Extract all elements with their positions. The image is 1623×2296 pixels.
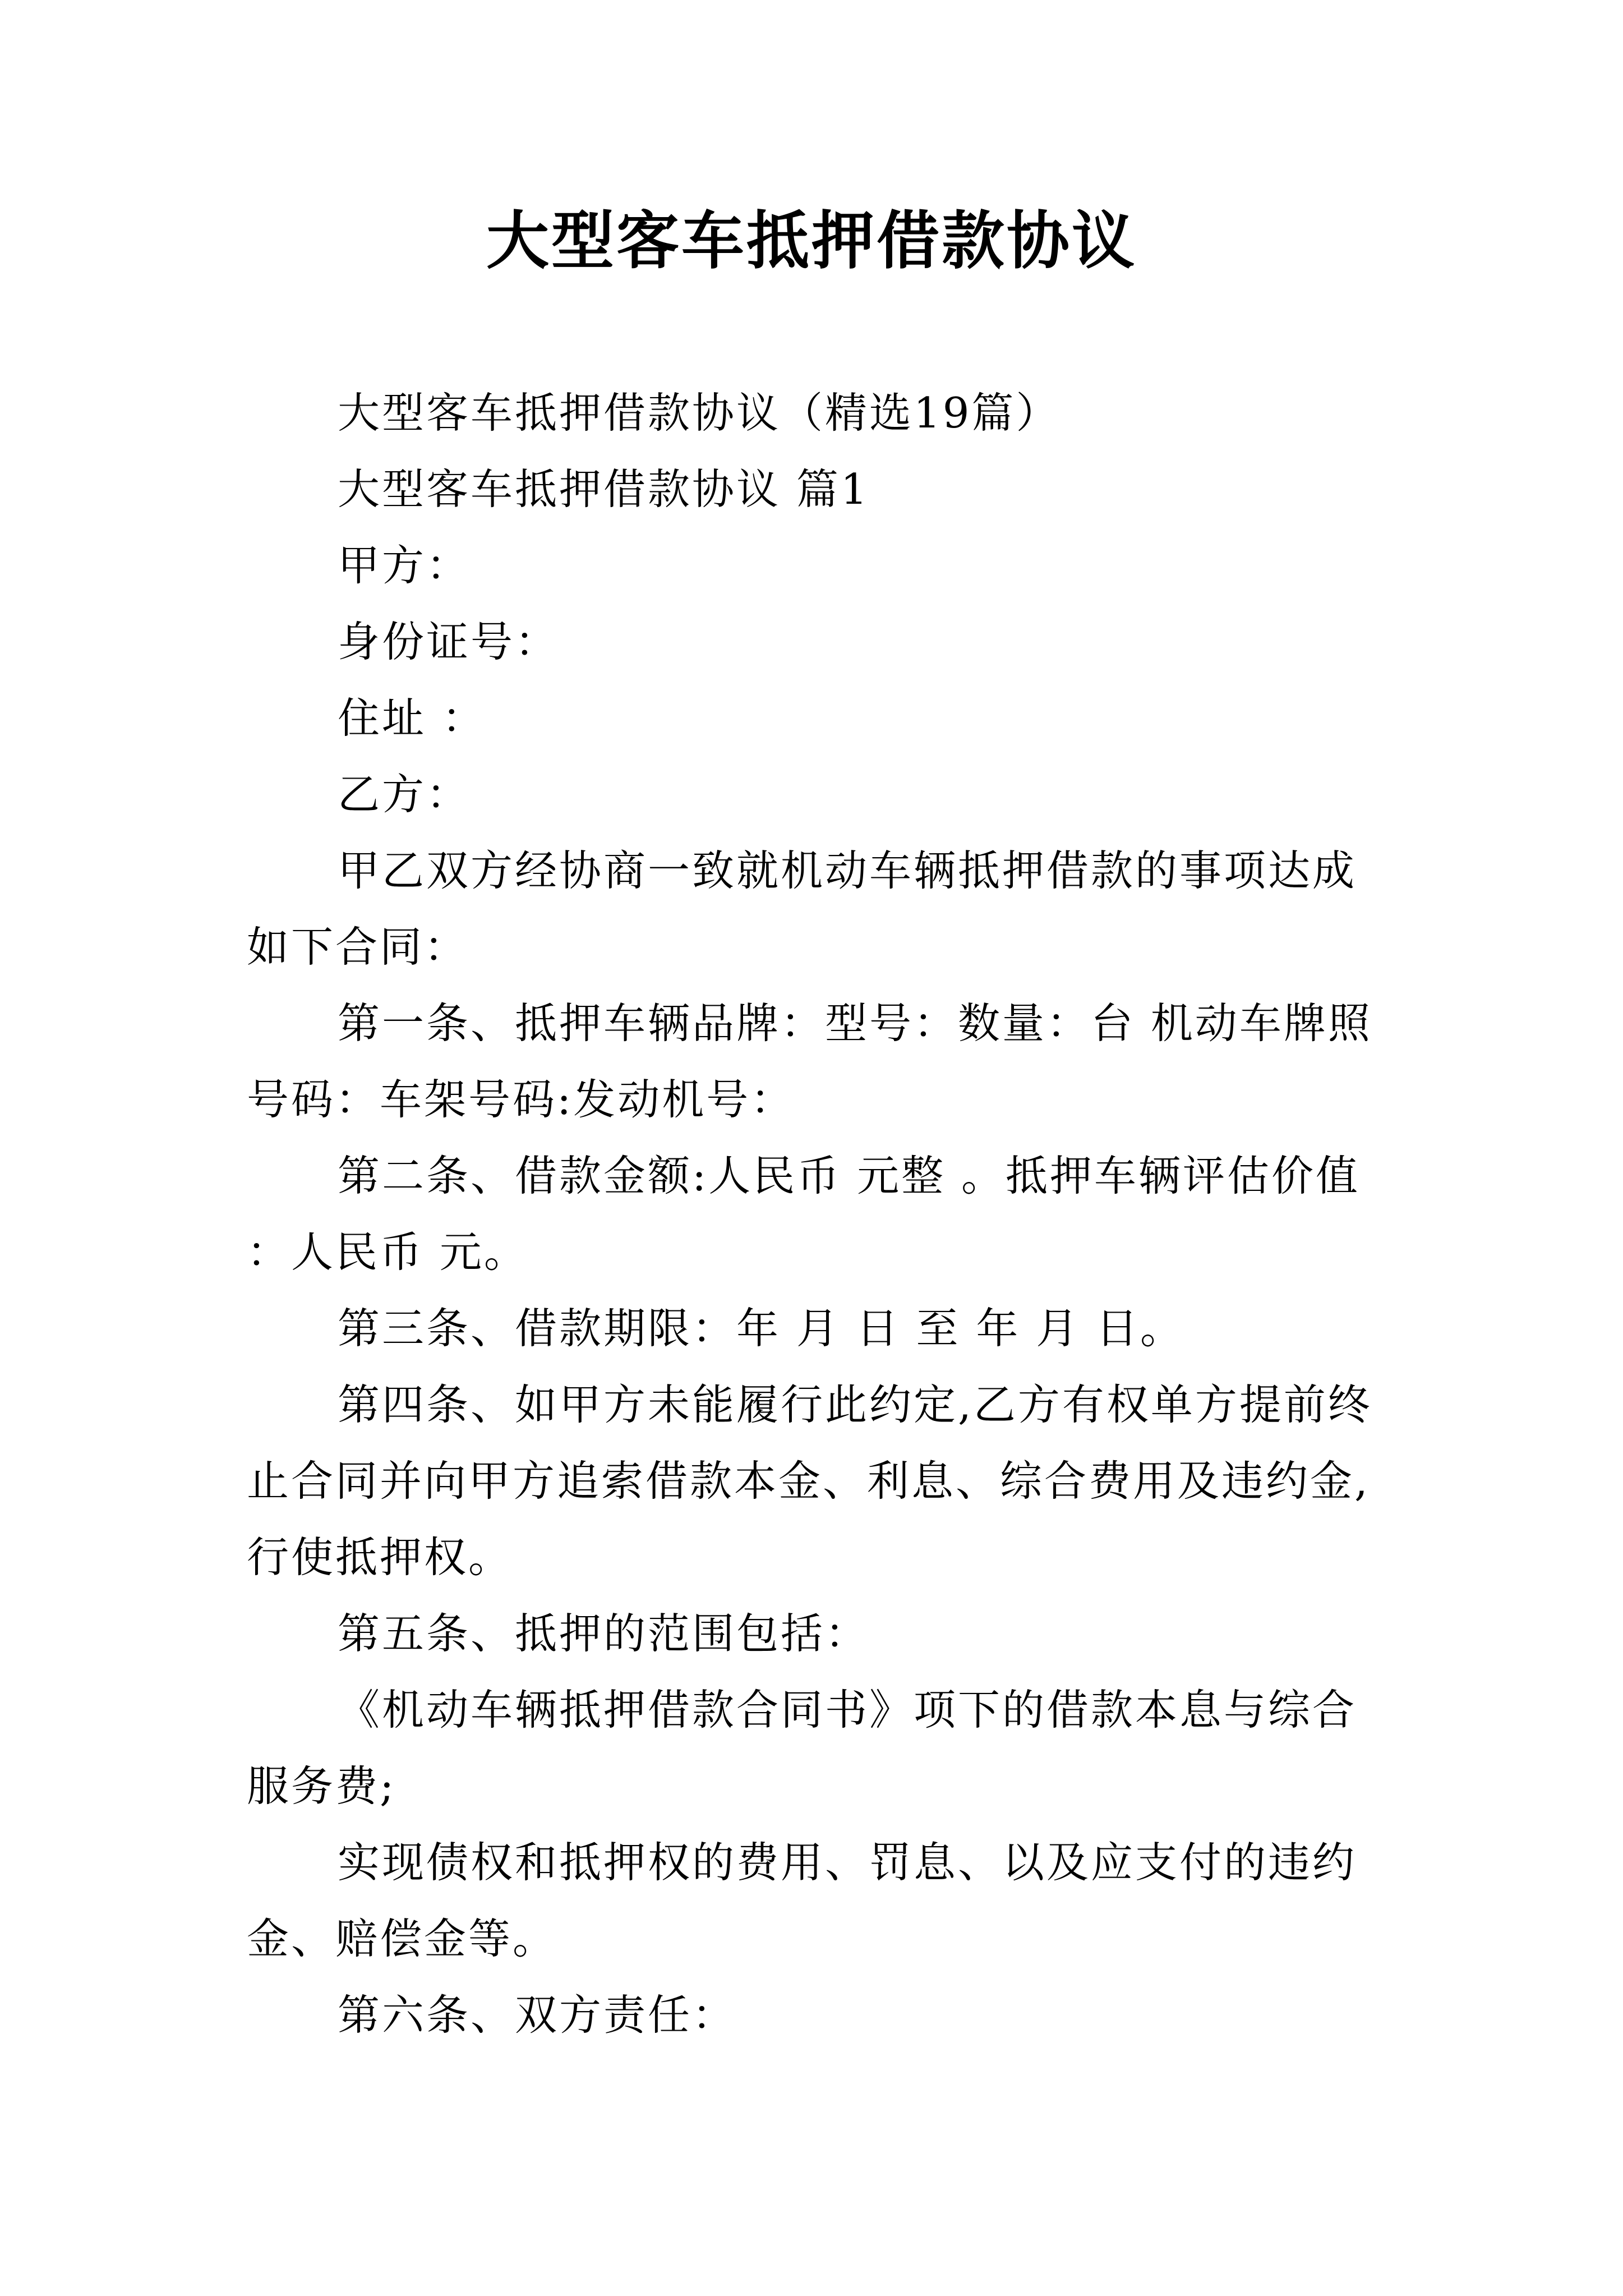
document-title: 大型客车抵押借款协议	[486, 204, 1137, 278]
paragraph-subtitle: 大型客车抵押借款协议（精选19篇）	[338, 388, 1061, 438]
document-body	[247, 375, 1385, 2053]
paragraph-preamble: 甲乙双方经协商一致就机动车辆抵押借款的事项达成如下合同：	[247, 846, 1357, 972]
paragraph-address: 住址 ：	[338, 693, 486, 743]
paragraph-article-3: 第三条、借款期限：年 月 日 至 年 月 日。	[338, 1304, 1185, 1353]
paragraph-article-4: 第四条、如甲方未能履行此约定,乙方有权单方提前终止合同并向甲方追索借款本金、利息、综合费用及违约金,行使抵押权。	[247, 1380, 1372, 1582]
paragraph-scope-item-2: 实现债权和抵押权的费用、罚息、以及应支付的违约金、赔偿金等。	[247, 1838, 1357, 1963]
paragraph-party-a: 甲方：	[338, 541, 471, 590]
paragraph-scope-item-1: 《机动车辆抵押借款合同书》项下的借款本息与综合服务费;	[247, 1685, 1357, 1811]
paragraph-article-1: 第一条、抵押车辆品牌：型号：数量：台 机动车牌照号码：车架号码:发动机号：	[247, 999, 1372, 1124]
paragraph-article-6: 第六条、双方责任：	[338, 1990, 737, 2040]
paragraph-party-b: 乙方：	[338, 770, 471, 819]
paragraph-section-heading: 大型客车抵押借款协议 篇1	[338, 464, 870, 514]
paragraph-article-5: 第五条、抵押的范围包括：	[338, 1609, 870, 1658]
paragraph-article-2: 第二条、借款金额:人民币 元整 。抵押车辆评估价值：人民币 元。	[247, 1151, 1360, 1277]
paragraph-id-number: 身份证号：	[338, 617, 560, 666]
